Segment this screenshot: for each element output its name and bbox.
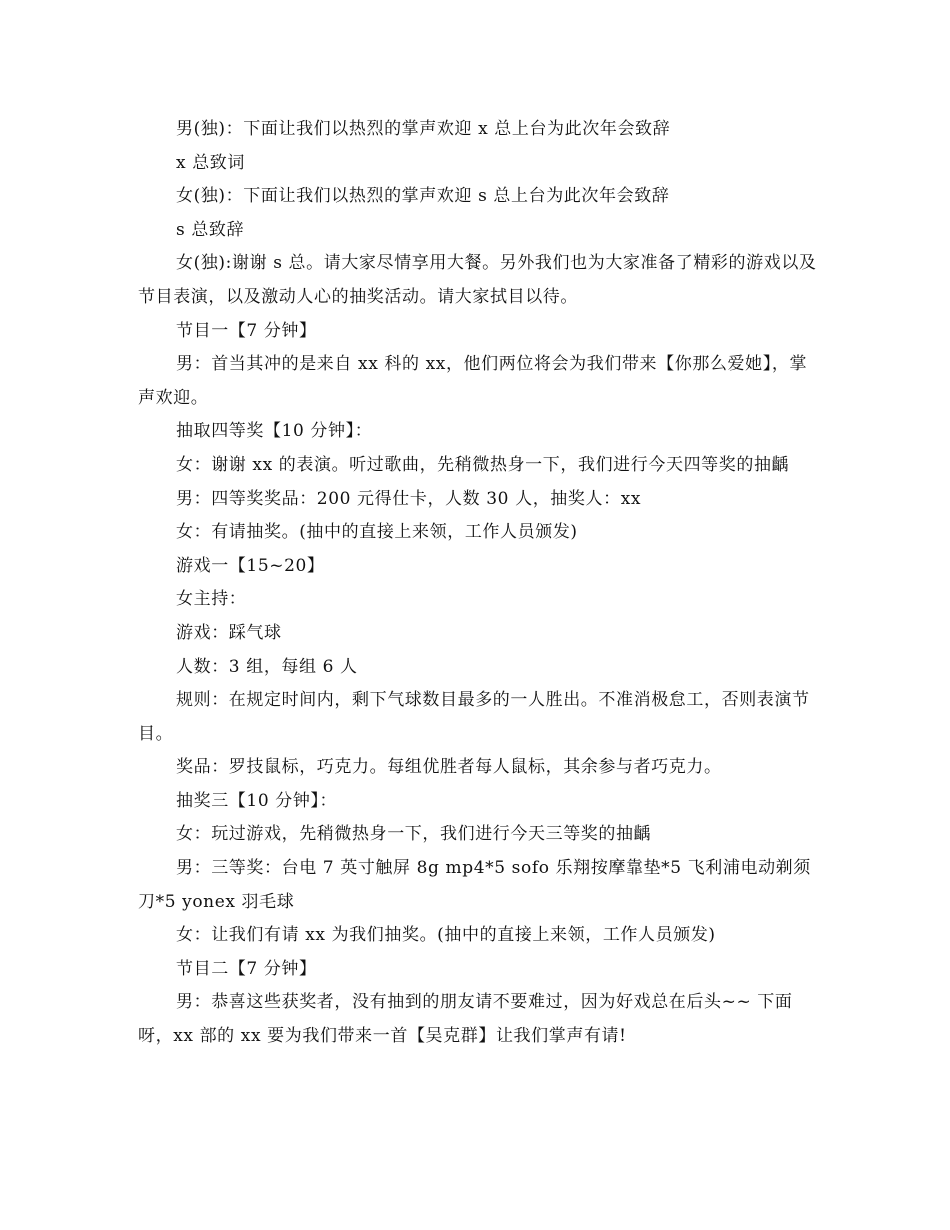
- paragraph-fourth-prize-female: 女：谢谢 xx 的表演。听过歌曲，先稍微热身一下，我们进行今天四等奖的抽齲: [176, 454, 790, 475]
- paragraph-game-players: 人数：3 组，每组 6 人: [176, 656, 358, 677]
- paragraph-third-prize-details: 男：三等奖：台电 7 英寸触屏 8g mp4*5 sofo 乐翔按摩靠垫*5 飞利浦电动剃须刀*5 yonex 羽毛球: [138, 858, 811, 912]
- paragraph-game-host: 女主持：: [176, 589, 247, 610]
- document-body: [138, 113, 823, 1054]
- paragraph-program-one-intro: 男：首当其冲的是来自 xx 科的 xx，他们两位将会为我们带来【你那么爱她】，掌声欢迎。: [138, 354, 808, 408]
- paragraph-s-speech: s 总致辞: [176, 219, 245, 240]
- paragraph-third-prize-female: 女：玩过游戏，先稍微热身一下，我们进行今天三等奖的抽齲: [176, 824, 652, 845]
- paragraph-fourth-prize-draw: 女：有请抽奖。(抽中的直接上来领，工作人员颁发): [176, 522, 578, 543]
- paragraph-program-two-heading: 节目二【7 分钟】: [176, 958, 317, 979]
- paragraph-game-name: 游戏：踩气球: [176, 622, 282, 643]
- paragraph-fourth-prize-heading: 抽取四等奖【10 分钟】：: [176, 421, 373, 442]
- paragraph-fourth-prize-details: 男：四等奖奖品：200 元得仕卡，人数 30 人，抽奖人：xx: [176, 488, 642, 509]
- paragraph-host-male-welcome-x: 男(独)：下面让我们以热烈的掌声欢迎 x 总上台为此次年会致辞: [176, 119, 671, 139]
- paragraph-host-female-welcome-s: 女(独)：下面让我们以热烈的掌声欢迎 s 总上台为此次年会致辞: [176, 186, 670, 207]
- paragraph-program-one-heading: 节目一【7 分钟】: [176, 320, 317, 341]
- paragraph-third-prize-heading: 抽奖三【10 分钟】：: [176, 790, 338, 811]
- paragraph-game-rules: 规则：在规定时间内，剩下气球数目最多的一人胜出。不准消极怠工，否则表演节目。: [138, 690, 810, 744]
- paragraph-game-one-heading: 游戏一【15~20】: [176, 555, 325, 576]
- paragraph-host-female-thanks: 女(独):谢谢 s 总。请大家尽情享用大餐。另外我们也为大家准备了精彩的游戏以及节目表演，以及激动人心的抽奖活动。请大家拭目以待。: [138, 253, 817, 307]
- paragraph-x-speech: x 总致词: [176, 152, 245, 173]
- paragraph-third-prize-draw: 女：让我们有请 xx 为我们抽奖。(抽中的直接上来领，工作人员颁发): [176, 925, 716, 946]
- paragraph-program-two-intro: 男：恭喜这些获奖者，没有抽到的朋友请不要难过，因为好戏总在后头~~ 下面呀，xx 部的 xx 要为我们带来一首【吴克群】让我们掌声有请!: [138, 992, 793, 1047]
- paragraph-game-prizes: 奖品：罗技鼠标，巧克力。每组优胜者每人鼠标，其余参与者巧克力。: [176, 757, 722, 778]
